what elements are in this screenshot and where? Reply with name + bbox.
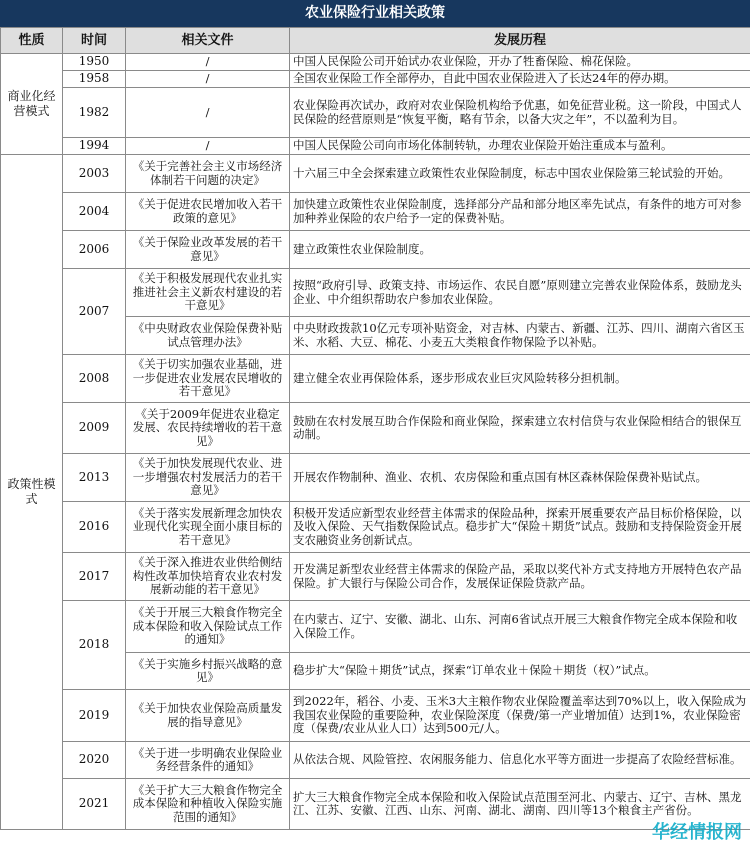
page-title: 农业保险行业相关政策 (0, 0, 750, 27)
year-cell: 2003 (63, 155, 126, 193)
table-row (1, 88, 750, 138)
document-cell: 《关于落实发展新理念加快农业现代化实现全面小康目标的若干意见》 (126, 502, 290, 553)
year-cell: 2019 (63, 690, 126, 742)
category-cell: 政策性模式 (1, 155, 63, 830)
table-row (1, 355, 750, 403)
table-row (1, 454, 750, 502)
document-cell: 《关于积极发展现代农业扎实推进社会主义新农村建设的若干意见》 (126, 269, 290, 317)
document-cell: / (126, 88, 290, 138)
table-row (1, 779, 750, 830)
table-row (1, 138, 750, 155)
header-year: 时间 (63, 28, 126, 54)
table-row (1, 403, 750, 454)
document-cell: / (126, 138, 290, 155)
document-cell: 《关于深入推进农业供给侧结构性改革加快培育农业农村发展新动能的若干意见》 (126, 553, 290, 601)
year-cell: 2013 (63, 454, 126, 502)
category-cell: 商业化经营模式 (1, 54, 63, 155)
development-cell: 建立健全农业再保险体系，逐步形成农业巨灾风险转移分担机制。 (290, 355, 750, 403)
development-cell: 中央财政拨款10亿元专项补贴资金，对吉林、内蒙古、新疆、江苏、四川、湖南六省区玉米、水稻、大豆、棉花、小麦五大类粮食作物保险予以补贴。 (290, 317, 750, 355)
header-nature: 性质 (1, 28, 63, 54)
development-cell: 开展农作物制种、渔业、农机、农房保险和重点国有林区森林保险保费补贴试点。 (290, 454, 750, 502)
year-cell: 2004 (63, 193, 126, 231)
development-cell: 按照“政府引导、政策支持、市场运作、农民自愿”原则建立完善农业保险体系，鼓励龙头企业、中介组织帮助农户参加农业保险。 (290, 269, 750, 317)
year-cell: 1982 (63, 88, 126, 138)
year-cell: 2006 (63, 231, 126, 269)
year-cell: 2020 (63, 742, 126, 779)
development-cell: 建立政策性农业保险制度。 (290, 231, 750, 269)
table-row (1, 601, 750, 653)
year-cell: 2017 (63, 553, 126, 601)
table-row (1, 155, 750, 193)
year-cell: 2021 (63, 779, 126, 830)
table-row (1, 553, 750, 601)
development-cell: 从依法合规、风险管控、农闲服务能力、信息化水平等方面进一步提高了农险经营标准。 (290, 742, 750, 779)
year-cell: 2018 (63, 601, 126, 690)
year-cell: 1994 (63, 138, 126, 155)
document-cell: 《关于进一步明确农业保险业务经营条件的通知》 (126, 742, 290, 779)
watermark-logo: 华经情报网 (652, 822, 742, 843)
table-row (1, 502, 750, 553)
year-cell: 2008 (63, 355, 126, 403)
table-row (1, 54, 750, 71)
document-cell: 《关于2009年促进农业稳定发展、农民持续增收的若干意见》 (126, 403, 290, 454)
header-document: 相关文件 (126, 28, 290, 54)
document-cell: 《关于开展三大粮食作物完全成本保险和收入保险试点工作的通知》 (126, 601, 290, 653)
table-row (1, 269, 750, 317)
development-cell: 扩大三大粮食作物完全成本保险和收入保险试点范围至河北、内蒙古、辽宁、吉林、黑龙江、江苏、安徽、江西、山东、河南、湖北、湖南、四川等13个粮食主产省份。 (290, 779, 750, 830)
document-cell: 《关于加快农业保险高质量发展的指导意见》 (126, 690, 290, 742)
development-cell: 全国农业保险工作全部停办，自此中国农业保险进入了长达24年的停办期。 (290, 71, 750, 88)
document-cell: 《关于完善社会主义市场经济体制若干问题的决定》 (126, 155, 290, 193)
table-row (1, 742, 750, 779)
document-cell: / (126, 71, 290, 88)
document-cell: 《关于促进农民增加收入若干政策的意见》 (126, 193, 290, 231)
development-cell: 鼓励在农村发展互助合作保险和商业保险，探索建立农村信贷与农业保险相结合的银保互动制。 (290, 403, 750, 454)
year-cell: 1950 (63, 54, 126, 71)
development-cell: 稳步扩大“保险＋期货”试点，探索“订单农业＋保险＋期货（权）”试点。 (290, 653, 750, 690)
table-row (1, 690, 750, 742)
policy-table (0, 27, 750, 830)
development-cell: 加快建立政策性农业保险制度，选择部分产品和部分地区率先试点，有条件的地方可对参加种养业保险的农户给予一定的保费补贴。 (290, 193, 750, 231)
development-cell: 中国人民保险公司向市场化体制转轨，办理农业保险开始注重成本与盈利。 (290, 138, 750, 155)
document-cell: / (126, 54, 290, 71)
document-cell: 《关于扩大三大粮食作物完全成本保险和种植收入保险实施范围的通知》 (126, 779, 290, 830)
year-cell: 1958 (63, 71, 126, 88)
table-row (1, 231, 750, 269)
document-cell: 《关于实施乡村振兴战略的意见》 (126, 653, 290, 690)
development-cell: 中国人民保险公司开始试办农业保险，开办了牲畜保险、棉花保险。 (290, 54, 750, 71)
development-cell: 在内蒙古、辽宁、安徽、湖北、山东、河南6省试点开展三大粮食作物完全成本保险和收入保险工作。 (290, 601, 750, 653)
document-cell: 《关于切实加强农业基础，进一步促进农业发展农民增收的若干意见》 (126, 355, 290, 403)
document-cell: 《中央财政农业保险保费补贴试点管理办法》 (126, 317, 290, 355)
development-cell: 到2022年，稻谷、小麦、玉米3大主粮作物农业保险覆盖率达到70%以上，收入保险成为我国农业保险的重要险种，农业保险深度（保费/第一产业增加值）达到1%，农业保险密度（保费/农业从业人口）达到500元/人。 (290, 690, 750, 742)
table-row (1, 71, 750, 88)
development-cell: 农业保险再次试办，政府对农业保险机构给予优惠，如免征营业税。这一阶段，中国式人民保险的经营原则是“恢复平衡，略有节余，以备大灾之年”，不以盈利为目。 (290, 88, 750, 138)
header-development: 发展历程 (290, 28, 750, 54)
development-cell: 积极开发适应新型农业经营主体需求的保险品种，探索开展重要农产品目标价格保险，以及收入保险、天气指数保险试点。稳步扩大“保险＋期货”试点。鼓励和支持保险资金开展支农融资业务创新试点。 (290, 502, 750, 553)
year-cell: 2016 (63, 502, 126, 553)
year-cell: 2009 (63, 403, 126, 454)
year-cell: 2007 (63, 269, 126, 355)
document-cell: 《关于加快发展现代农业、进一步增强农村发展活力的若干意见》 (126, 454, 290, 502)
header-row (1, 28, 750, 54)
table-row (1, 193, 750, 231)
document-cell: 《关于保险业改革发展的若干意见》 (126, 231, 290, 269)
development-cell: 开发满足新型农业经营主体需求的保险产品，采取以奖代补方式支持地方开展特色农产品保险。扩大银行与保险公司合作，发展保证保险贷款产品。 (290, 553, 750, 601)
table-body (1, 54, 750, 830)
development-cell: 十六届三中全会探索建立政策性农业保险制度，标志中国农业保险第三轮试验的开始。 (290, 155, 750, 193)
